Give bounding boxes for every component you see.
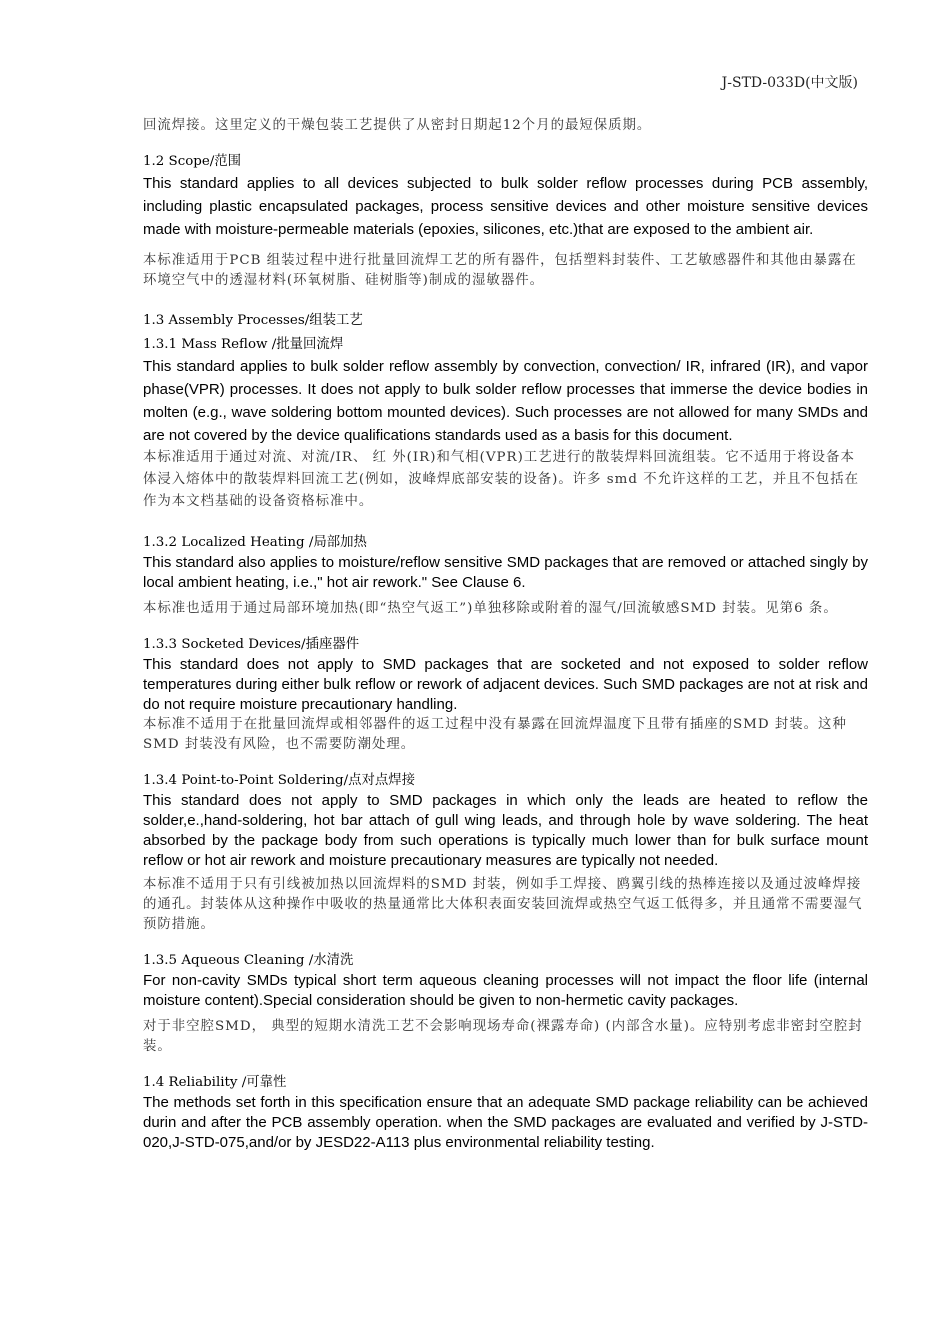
point-to-point-paragraph-zh: 本标准不适用于只有引线被加热以回流焊料的SMD 封装，例如手工焊接、鸥翼引线的热棒连接以及通过波峰焊接的通孔。封装体从这种操作中吸收的热量通常比大体积表面安装回流焊或热空气返工低得多，并且通常不需要湿气预防措施。 — [143, 877, 863, 932]
point-to-point-paragraph-en: This standard does not apply to SMD packages in which only the leads are heated to reflow the solder,e.,hand-soldering, hot bar attach of gull wing leads, and through hole by wave soldering. The heat absorbed by the package body from such operations is typically much lower than for bulk surface mount reflow or hot air rework and moisture precautionary measures are typically not needed. — [143, 792, 868, 869]
section-heading-reliability: 1.4 Reliability /可靠性 — [143, 1075, 287, 1090]
intro-paragraph-zh: 回流焊接。这里定义的干燥包装工艺提供了从密封日期起12个月的最短保质期。 — [143, 118, 652, 133]
aqueous-cleaning-paragraph-en: For non-cavity SMDs typical short term aqueous cleaning processes will not impact the floor life (internal moisture content).Special consideration should be given to non-hermetic cavity packages. — [143, 972, 868, 1009]
section-heading-assembly-processes: 1.3 Assembly Processes/组装工艺 — [143, 313, 363, 328]
localized-heating-paragraph-en: This standard also applies to moisture/reflow sensitive SMD packages that are removed or attached singly by local ambient heating, i.e.," hot air rework." See Clause 6. — [143, 554, 868, 591]
document-id-header: J-STD-033D(中文版) — [721, 75, 858, 91]
section-heading-point-to-point-soldering: 1.3.4 Point-to-Point Soldering/点对点焊接 — [143, 773, 416, 788]
socketed-devices-paragraph-en: This standard does not apply to SMD packages that are socketed and not exposed to solder reflow temperatures during either bulk reflow or rework of adjacent devices. Such SMD packages are not at risk and do not require moisture precautionary handling. — [143, 656, 868, 713]
socketed-devices-paragraph-zh: 本标准不适用于在批量回流焊或相邻器件的返工过程中没有暴露在回流焊温度下且带有插座的SMD 封装。这种 SMD 封装没有风险，也不需要防潮处理。 — [143, 717, 847, 752]
aqueous-cleaning-paragraph-zh: 对于非空腔SMD， 典型的短期水清洗工艺不会影响现场寿命(裸露寿命) (内部含水量)。应特别考虑非密封空腔封装。 — [143, 1019, 863, 1054]
scope-paragraph-zh: 本标准适用于PCB 组装过程中进行批量回流焊工艺的所有器件，包括塑料封装件、工艺敏感器件和其他由暴露在环境空气中的透湿材料(环氧树脂、硅树脂等)制成的湿敏器件。 — [143, 253, 857, 288]
mass-reflow-paragraph-zh: 本标准适用于通过对流、对流/IR、 红 外(IR)和气相(VPR)工艺进行的散装焊料回流组装。它不适用于将设备本体浸入熔体中的散装焊料回流工艺(例如，波峰焊底部安装的设备)。许多 smd 不允许这样的工艺，并且不包括在作为本文档基础的设备资格标准中。 — [143, 450, 860, 509]
section-heading-localized-heating: 1.3.2 Localized Heating /局部加热 — [143, 535, 367, 550]
reliability-paragraph-en: The methods set forth in this specification ensure that an adequate SMD package reliability can be achieved durin and after the PCB assembly operation. when the SMD packages are evaluated and verified by J-STD-020,J-STD-075,and/or by JESD22-A113 plus environmental reliability testing. — [143, 1094, 868, 1151]
localized-heating-paragraph-zh: 本标准也适用于通过局部环境加热(即“热空气返工”)单独移除或附着的湿气/回流敏感SMD 封装。见第6 条。 — [143, 601, 838, 616]
section-heading-mass-reflow: 1.3.1 Mass Reflow /批量回流焊 — [143, 337, 344, 352]
section-heading-aqueous-cleaning: 1.3.5 Aqueous Cleaning /水清洗 — [143, 953, 354, 968]
section-heading-socketed-devices: 1.3.3 Socketed Devices/插座器件 — [143, 637, 360, 652]
scope-paragraph-en: This standard applies to all devices subjected to bulk solder reflow processes during PCB assembly, including plastic encapsulated packages, process sensitive devices and other moisture sensitive devices made with moisture-permeable materials (epoxies, silicones, etc.)that are exposed to the ambient air. — [143, 175, 868, 238]
mass-reflow-paragraph-en: This standard applies to bulk solder reflow assembly by convection, convection/ IR, infrared (IR), and vapor phase(VPR) processes. It does not apply to bulk solder reflow processes that immerse the device bodies in molten (e.g., wave soldering bottom mounted devices). Such processes are not allowed for many SMDs and are not covered by the device qualifications standards used as a basis for this document. — [143, 358, 868, 444]
section-heading-scope: 1.2 Scope/范围 — [143, 154, 242, 169]
document-body — [143, 116, 868, 1153]
